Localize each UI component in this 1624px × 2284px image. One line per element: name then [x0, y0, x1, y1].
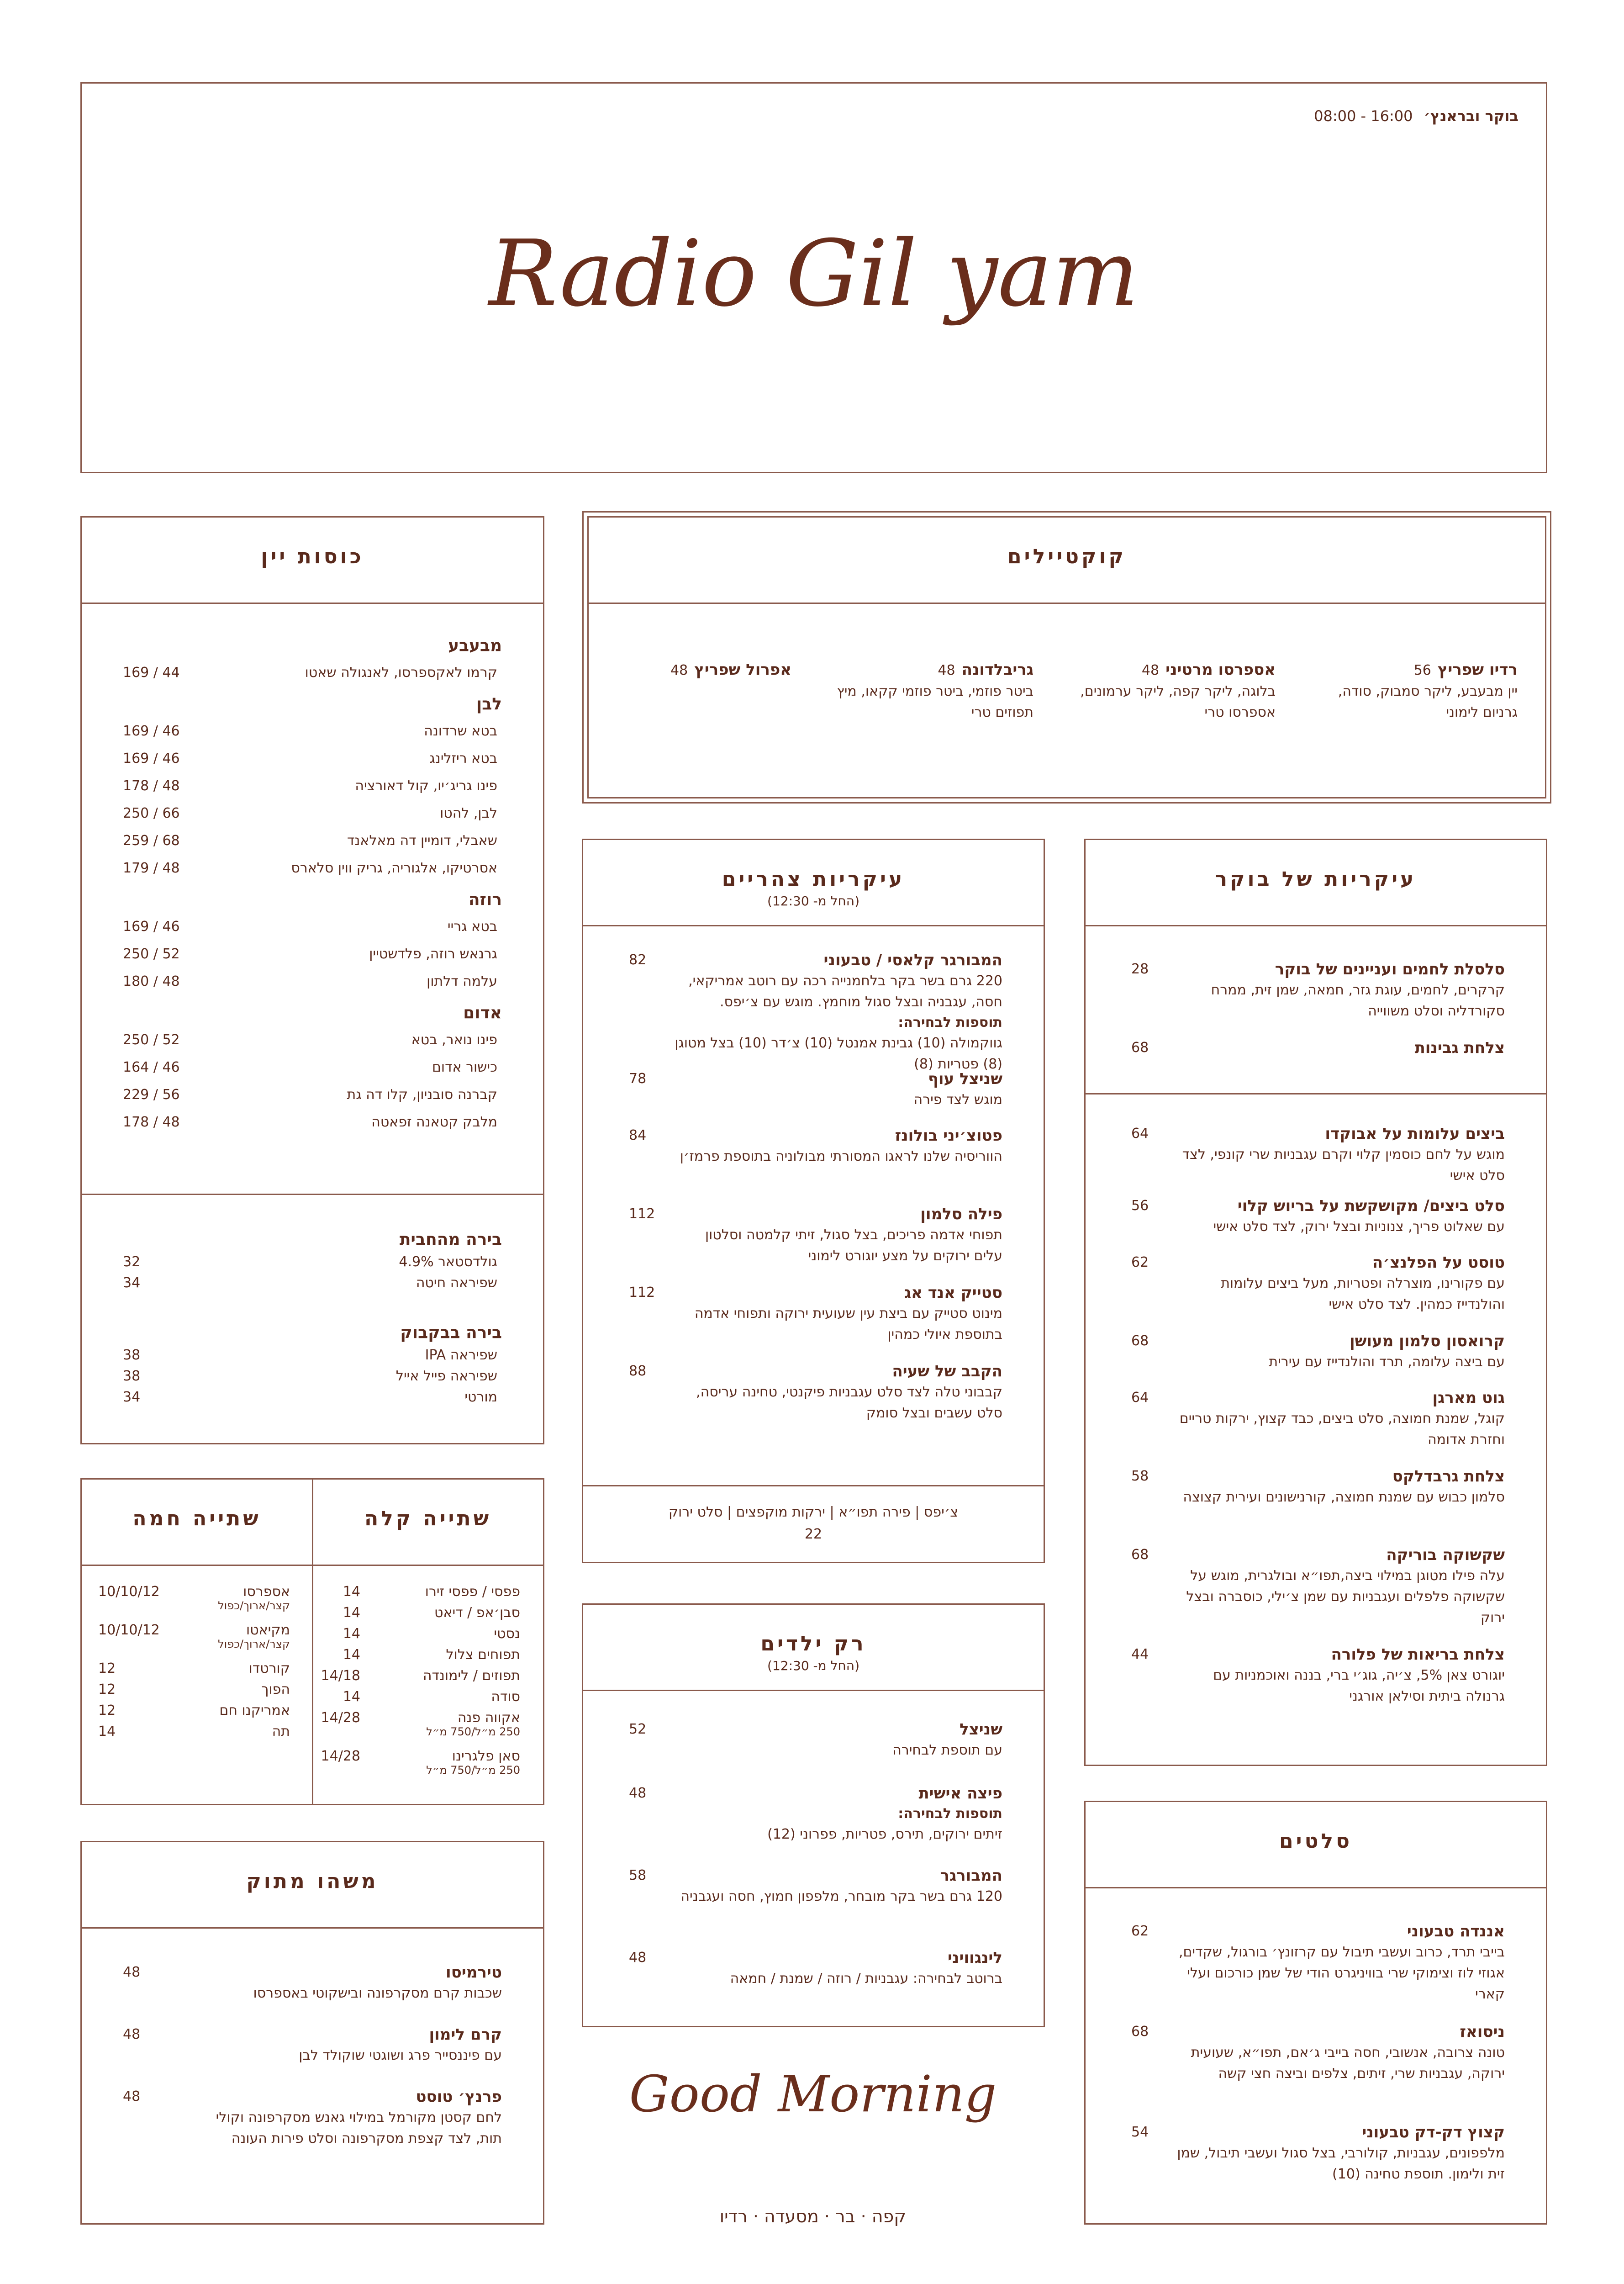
- item-desc: קבבוני טלה לצד סלט עגבניות פיקנטי, טחינה עריסה, סלט עשבים ובצל סומק: [696, 1384, 1002, 1421]
- item-name: אננדה טבעוני: [1407, 1922, 1505, 1940]
- wine-name: קרמו לאקספרסו, לאנגולה שאטו: [305, 665, 497, 681]
- item-price: 112: [629, 1285, 655, 1301]
- item-desc: מינוט סטייק עם ביצת עין שעועית ירוקה ותפוחי אדמה בתוספת איולי כמהין: [694, 1306, 1002, 1343]
- item-price: 56: [1131, 1198, 1149, 1214]
- item-price: 68: [1131, 2024, 1149, 2040]
- drink-name: תפוזים / לימונדה: [422, 1668, 520, 1684]
- item-desc: מוגש לצד פירה: [913, 1092, 1002, 1108]
- item-desc: סלמון כבוש עם שמנת חמוצה, קורנישונים ועירית קצוצה: [1183, 1489, 1505, 1505]
- beer-category: בירה בבקבוק: [400, 1323, 502, 1342]
- drink-price: 14: [343, 1605, 360, 1621]
- kids-subtitle: (החל מ- 12:30): [767, 1658, 859, 1673]
- lunch-sides-price: 22: [804, 1526, 823, 1542]
- menu-item: [200, 1962, 502, 2004]
- breakfast-title: עיקריות של בוקר: [1215, 867, 1417, 891]
- cocktail-heading: [1303, 659, 1518, 681]
- cocktail-price: 48: [938, 662, 955, 678]
- item-price: 28: [1131, 961, 1149, 977]
- cocktail-item: [819, 659, 1033, 723]
- menu-item: [1177, 1195, 1505, 1237]
- hours-label: בוקר ובראנץ׳: [1424, 107, 1519, 125]
- drink-price: 14: [343, 1584, 360, 1600]
- item-desc: תפוחי אדמה פריכים, בצל סגול, זיתי קלמטה וסלטון עלים ירוקים על מצע יוגורט לימוני: [705, 1227, 1002, 1264]
- drink-price: 12: [98, 1681, 116, 1697]
- menu-item: [675, 1719, 1002, 1761]
- menu-item: [1177, 1252, 1505, 1315]
- beer-name: גולדסטאר 4.9%: [399, 1254, 497, 1270]
- item-desc: קוגל, שמנת חמוצה, סלט ביצים, כבד קצוץ, ירקות טריים וחזרת אדומה: [1179, 1411, 1505, 1448]
- item-price: 82: [629, 952, 647, 968]
- cocktails-box: [587, 516, 1546, 798]
- drink-name: סבן׳אפ / דיאט: [434, 1605, 520, 1621]
- drink-name: קורטדו: [248, 1660, 290, 1676]
- item-price: 84: [629, 1127, 647, 1143]
- item-desc: עלה פילו מטוגן במילוי ביצה,תפו״א ובולגרית, מוגש על שקשוקה פלפלים ועגבניות עם שמן צ׳ילי, כוסברה ובצל ירוק: [1186, 1568, 1505, 1626]
- drink-name: מקיאטו: [246, 1622, 290, 1638]
- beer-price: 32: [123, 1254, 141, 1270]
- salads-title: סלטים: [1279, 1829, 1352, 1853]
- item-desc: 220 גרם בשר בקר בלחמנייה רכה עם רוטב אמריקאי, חסה, עגבניה ובצל סגול מוחמץ. מוגש עם צ׳יפס.: [688, 973, 1002, 1010]
- kids-box: [582, 1603, 1045, 2027]
- hours-time: 16:00 - 08:00: [1314, 107, 1413, 125]
- cocktails-title: קוקטיילים: [1007, 545, 1126, 568]
- item-name: ביצים עלומות על אבוקדו: [1325, 1125, 1505, 1143]
- menu-item: [200, 2086, 502, 2149]
- cocktail-name: אפרול שפריץ: [694, 661, 791, 679]
- beer-name: שפיראה פייל אייל: [395, 1368, 497, 1384]
- good-morning-script: Good Morning: [629, 2065, 997, 2123]
- item-desc: הווריסיה שלנו לראגו המסורתי מבולוניה בתוספת פרמז׳ן: [680, 1148, 1002, 1164]
- lunch-divider: [583, 1485, 1044, 1486]
- wine-name: אסרטיקו, אלגוריה, גריק ווין סלארס: [291, 860, 497, 876]
- wine-box: [80, 516, 544, 1444]
- drink-price: 14/18: [321, 1668, 360, 1684]
- drink-name: תה: [272, 1724, 290, 1739]
- cocktail-heading: [577, 659, 791, 681]
- cocktail-price: 48: [670, 662, 688, 678]
- cocktail-heading: [1061, 659, 1276, 681]
- hours: [1314, 107, 1519, 125]
- item-name: צלחת גרבדלקס: [1392, 1467, 1505, 1486]
- breakfast-divider: [1086, 1093, 1546, 1094]
- cocktail-price: 56: [1413, 662, 1431, 678]
- footer-tagline: קפה · בר · מסעדה · רדיו: [719, 2206, 907, 2226]
- menu-item: [675, 1361, 1002, 1424]
- menu-item: [1177, 1644, 1505, 1707]
- drink-price: 10/10/12: [98, 1584, 160, 1600]
- item-name: פילה סלמון: [920, 1205, 1002, 1223]
- wine-price: 180 / 48: [123, 973, 180, 989]
- item-name: טוסט על הפלנצ׳ה: [1372, 1253, 1505, 1272]
- wine-price: 250 / 52: [123, 1032, 180, 1048]
- cocktail-name: אספרסו מרטיני: [1165, 661, 1276, 679]
- menu-item: [1177, 1544, 1505, 1628]
- kids-header: [583, 1605, 1044, 1691]
- drink-name: נסטי: [494, 1626, 520, 1642]
- item-price: 58: [1131, 1468, 1149, 1484]
- item-desc: לחם קסטן מקורמל במילוי גאנש מסקרפונה וקולי תות, לצד קצפת מסקרפונה וסלט פירות העונה: [216, 2110, 502, 2147]
- cocktail-name: רדיו שפריץ: [1437, 661, 1518, 679]
- menu-item: [675, 1282, 1002, 1345]
- wine-price: 169 / 44: [123, 665, 180, 681]
- item-price: 44: [1131, 1646, 1149, 1662]
- beer-price: 38: [123, 1347, 141, 1363]
- beer-price: 34: [123, 1275, 141, 1291]
- salads-header: [1086, 1802, 1546, 1888]
- lunch-header: [583, 840, 1044, 926]
- kids-title: רק ילדים: [760, 1632, 866, 1655]
- wine-name: בטא ריזלינג: [429, 751, 497, 767]
- menu-item: [1177, 1387, 1505, 1450]
- item-name: פרנץ׳ טוסט: [416, 2088, 502, 2106]
- wine-price: 178 / 48: [123, 778, 180, 794]
- menu-item: [1177, 1331, 1505, 1373]
- wine-name: כישור אדום: [432, 1059, 497, 1075]
- cocktail-desc: יין מבעבע, ליקר סמבוק, סודה, גרניום לימוני: [1338, 683, 1518, 720]
- wine-name: פינו גריג׳יו, קול דאורציה: [355, 778, 497, 794]
- item-desc: מוגש על לחם כוסמין קלוי וקרם עגבניות שרי קונפי, לצד סלט אישי: [1182, 1147, 1505, 1184]
- wine-price: 259 / 68: [123, 833, 180, 849]
- breakfast-header: [1086, 840, 1546, 926]
- drink-name: תפוחים צלול: [446, 1647, 520, 1663]
- item-name: קרם לימון: [429, 2025, 502, 2044]
- item-price: 68: [1131, 1333, 1149, 1349]
- item-extra: גווקמולה (10) גבינת אמנטל (10) צ׳דר (10) בצל מטוגן (8) פטריות (8): [675, 1035, 1002, 1072]
- drink-name: סודה: [491, 1689, 520, 1705]
- wine-price: 229 / 56: [123, 1087, 180, 1103]
- item-desc: עם תוספת לבחירה: [892, 1742, 1002, 1758]
- cocktail-name: גריבלדונה: [961, 661, 1033, 679]
- cocktail-item: [1061, 659, 1276, 723]
- drink-price: 14/28: [321, 1710, 360, 1726]
- drink-name: פפסי / פפסי זירו: [425, 1584, 520, 1600]
- drink-note: קצר/ארוך/כפול: [218, 1638, 290, 1650]
- item-desc: עם ביצה עלומה, תרד והולנדייז עם עירית: [1269, 1354, 1505, 1370]
- cold-drinks-title: שתייה קלה: [364, 1507, 492, 1530]
- drink-note: קצר/ארוך/כפול: [218, 1599, 290, 1612]
- wine-price: 164 / 46: [123, 1059, 180, 1075]
- drink-price: 12: [98, 1702, 116, 1718]
- drink-price: 14: [98, 1724, 116, 1739]
- item-price: 68: [1131, 1040, 1149, 1056]
- wine-category: אדום: [463, 1004, 502, 1022]
- item-desc: עם פיננסייר פרג ושוגטי שוקולד לבן: [299, 2047, 502, 2063]
- drink-name: הפוך: [261, 1681, 290, 1697]
- menu-item: [1177, 2122, 1505, 2185]
- menu-item: [1177, 2021, 1505, 2084]
- wine-name: פינו נואר, בטא: [411, 1032, 497, 1048]
- wine-price: 250 / 66: [123, 805, 180, 821]
- item-name: שקשוקה בוריקה: [1386, 1546, 1505, 1564]
- cocktail-price: 48: [1141, 662, 1160, 678]
- lunch-box: [582, 839, 1045, 1563]
- item-name: קרואסון סלמון מעושן: [1349, 1332, 1505, 1350]
- menu-item: [675, 1125, 1002, 1167]
- logo: Radio Gil yam: [489, 221, 1139, 327]
- drink-name: סאן פלגרינו: [452, 1748, 520, 1764]
- drink-price: 14: [343, 1647, 360, 1663]
- item-name: צלחת בריאות של פלורה: [1331, 1645, 1505, 1664]
- menu-item: [675, 1865, 1002, 1907]
- wine-name: לבן, להטו: [440, 805, 497, 821]
- item-name: סלט ביצים/ מקושקשת על בריוש קלוי: [1237, 1197, 1505, 1215]
- item-price: 48: [629, 1785, 647, 1801]
- item-desc: בייבי תרד, כרוב ועשבי תיבול עם קרזונץ׳ בורגול, שקדים, אגוזי לוז וצימוקי שרי בוויניגרט הודי של שמן כורכום ועלי קארי: [1178, 1944, 1505, 2002]
- menu-item: [675, 1204, 1002, 1267]
- dessert-title: משהו מתוק: [246, 1870, 379, 1893]
- item-desc: ברוטב לבחירה: עגבניות / רוזה / שמנת / חמאה: [730, 1971, 1002, 1987]
- drink-name: אספרסו: [243, 1584, 290, 1600]
- beer-name: מורטי: [464, 1389, 497, 1405]
- drink-price: 14/28: [321, 1748, 360, 1764]
- cocktail-item: [577, 659, 791, 681]
- wine-price: 169 / 46: [123, 723, 180, 739]
- cocktail-desc: בלוגה, ליקר קפה, ליקר ערמונים, אספרסו טרי: [1080, 683, 1276, 720]
- dessert-header: [82, 1842, 543, 1929]
- menu-item: [1177, 959, 1505, 1022]
- item-name: סטייק אנד אג: [904, 1284, 1002, 1302]
- wine-name: עלמה דלתון: [427, 973, 497, 989]
- lunch-sides: [583, 1502, 1044, 1545]
- wine-price: 169 / 46: [123, 919, 180, 935]
- drinks-box: [80, 1478, 544, 1805]
- drink-price: 14: [343, 1689, 360, 1705]
- item-name: פטוצ׳יני בולונז: [895, 1126, 1002, 1145]
- item-price: 62: [1131, 1254, 1149, 1270]
- wine-category: מבעבע: [448, 636, 502, 655]
- item-name: ניסואז: [1460, 2023, 1505, 2041]
- beer-category: בירה מהחבית: [399, 1230, 502, 1249]
- menu-item: [1177, 1466, 1505, 1508]
- item-name: הקבב של שעיה: [892, 1362, 1002, 1380]
- menu-item: [1177, 1123, 1505, 1186]
- beer-name: שפיראה חיטה: [416, 1275, 497, 1291]
- lunch-subtitle: (החל מ- 12:30): [767, 894, 859, 909]
- item-price: 54: [1131, 2124, 1149, 2140]
- menu-item: [1177, 1037, 1505, 1058]
- breakfast-box: [1084, 839, 1547, 1766]
- item-price: 64: [1131, 1126, 1149, 1142]
- drink-name: אקווה פנה: [457, 1710, 520, 1726]
- wine-header: [82, 518, 543, 604]
- item-price: 68: [1131, 1547, 1149, 1563]
- item-desc: 120 גרם בשר בקר מובחר, מלפפון חמוץ, חסה ועגבניה: [680, 1888, 1002, 1904]
- item-desc: יוגורט צאן 5%, צ׳יה, גוג׳י ברי, בננה ואוכמניות עם גרנולה ביתית וסילאן אורגני: [1213, 1667, 1505, 1704]
- item-name: פיצה אישית: [918, 1784, 1002, 1803]
- item-name: טירמיסו: [446, 1963, 502, 1982]
- item-price: 112: [629, 1206, 655, 1222]
- item-extra-label: תוספות לבחירה:: [898, 1015, 1002, 1031]
- drink-price: 12: [98, 1660, 116, 1676]
- item-desc: טונה צרובה, אנשובי, חסה בייבי ג׳אם, תפו״א, שעועית ירוקה, עגבניות שרי, זיתים, צלפים וביצה חצי קשה: [1191, 2045, 1505, 2082]
- item-desc: זיתים ירוקים, תירס, פטריות, פפרוני (12): [767, 1826, 1002, 1842]
- menu-item: [1177, 1921, 1505, 2005]
- item-desc: שכבות קרם מסקרפונה ובישקוטי באספרסו: [253, 1985, 502, 2001]
- wine-price: 179 / 48: [123, 860, 180, 876]
- cocktail-item: [1303, 659, 1518, 723]
- cocktails-header: [589, 518, 1545, 604]
- item-price: 48: [629, 1950, 647, 1966]
- item-name: צלחת גבינות: [1414, 1039, 1505, 1057]
- item-name: המבורגר: [940, 1866, 1002, 1885]
- item-name: לינגוויני: [948, 1949, 1002, 1967]
- wine-name: שאבלי, דומיין דה מאלאנד: [347, 833, 497, 849]
- item-name: שניצל עוף: [928, 1070, 1002, 1088]
- wine-name: קברנה סובניון, קלו דה גת: [347, 1087, 497, 1103]
- cocktail-heading: [819, 659, 1033, 681]
- drink-price: 14: [343, 1626, 360, 1642]
- item-name: המבורגר קלאסי / טבעוני: [823, 951, 1002, 969]
- lunch-sides-text: צ׳יפס | פירה תפו״א | ירקות מוקפצים | סלט ירוק: [668, 1504, 959, 1520]
- dessert-box: [80, 1841, 544, 2225]
- wine-price: 250 / 52: [123, 946, 180, 962]
- cocktail-desc: ביטר פוזמי, ביטר פוזמי קקאו, מיץ תפוזים טרי: [837, 683, 1033, 720]
- item-desc: עם פקורינו, מוצרלה ופטריות, מעל ביצים עלומות והולנדייז כמהין. לצד סלט אישי: [1221, 1275, 1505, 1312]
- wine-title: כוסות יין: [261, 545, 364, 568]
- menu-item: [675, 1947, 1002, 1989]
- item-name: גוט מארגן: [1432, 1389, 1505, 1407]
- beer-name: שפיראה IPA: [425, 1347, 497, 1363]
- salads-box: [1084, 1801, 1547, 2225]
- drink-price: 10/10/12: [98, 1622, 160, 1638]
- wine-name: בטא שרדונה: [424, 723, 497, 739]
- item-price: 58: [629, 1867, 647, 1883]
- item-name: סלסלת לחמים ועניינים של בוקר: [1275, 960, 1505, 978]
- wine-name: גרנאש רוזה, פלדשטיין: [369, 946, 497, 962]
- wine-price: 169 / 46: [123, 751, 180, 767]
- wine-price: 178 / 48: [123, 1114, 180, 1130]
- wine-name: מלבק קטאנה זפאטה: [371, 1114, 497, 1130]
- drink-name: אמריקנו חם: [219, 1702, 290, 1718]
- wine-category: לבן: [476, 695, 502, 714]
- item-price: 78: [629, 1071, 647, 1087]
- item-price: 52: [629, 1721, 647, 1737]
- item-desc: מלפפונים, עגבניות, קולורבי, בצל סגול ועשבי תיבול, שמן זית ולימון. תוספת טחינה (10): [1177, 2145, 1505, 2182]
- item-price: 62: [1131, 1923, 1149, 1939]
- menu-item: [675, 1783, 1002, 1845]
- drink-note: 250 מ״ל/750 מ״ל: [426, 1725, 520, 1738]
- menu-item: [675, 1068, 1002, 1110]
- drink-note: 250 מ״ל/750 מ״ל: [426, 1764, 520, 1776]
- header-box: [80, 82, 1547, 473]
- menu-item: [675, 950, 1002, 1075]
- item-price: 48: [123, 1964, 141, 1980]
- drinks-header: [82, 1480, 543, 1566]
- wine-name: בטא גריי: [447, 919, 497, 935]
- item-price: 64: [1131, 1390, 1149, 1406]
- beer-price: 38: [123, 1368, 141, 1384]
- item-price: 88: [629, 1363, 647, 1379]
- wine-divider: [82, 1194, 543, 1195]
- hot-drinks-title: שתייה חמה: [132, 1507, 261, 1530]
- item-name: שניצל: [960, 1720, 1002, 1739]
- wine-category: רוזה: [468, 890, 502, 909]
- item-name: קצוץ דק-דק טבעוני: [1362, 2123, 1505, 2141]
- menu-item: [200, 2024, 502, 2066]
- lunch-title: עיקריות צהריים: [722, 867, 905, 891]
- item-desc: קרקרים, לחמים, עוגת גזר, חמאה, שמן זית, ממרח סקורדליה וסלט משווייה: [1211, 982, 1505, 1019]
- item-price: 48: [123, 2088, 141, 2104]
- item-price: 48: [123, 2026, 141, 2042]
- beer-price: 34: [123, 1389, 141, 1405]
- item-desc: עם שאלוט פריך, צנוניות ובצל ירוק, לצד סלט אישי: [1213, 1219, 1505, 1235]
- item-extra-label: תוספות לבחירה:: [898, 1806, 1002, 1822]
